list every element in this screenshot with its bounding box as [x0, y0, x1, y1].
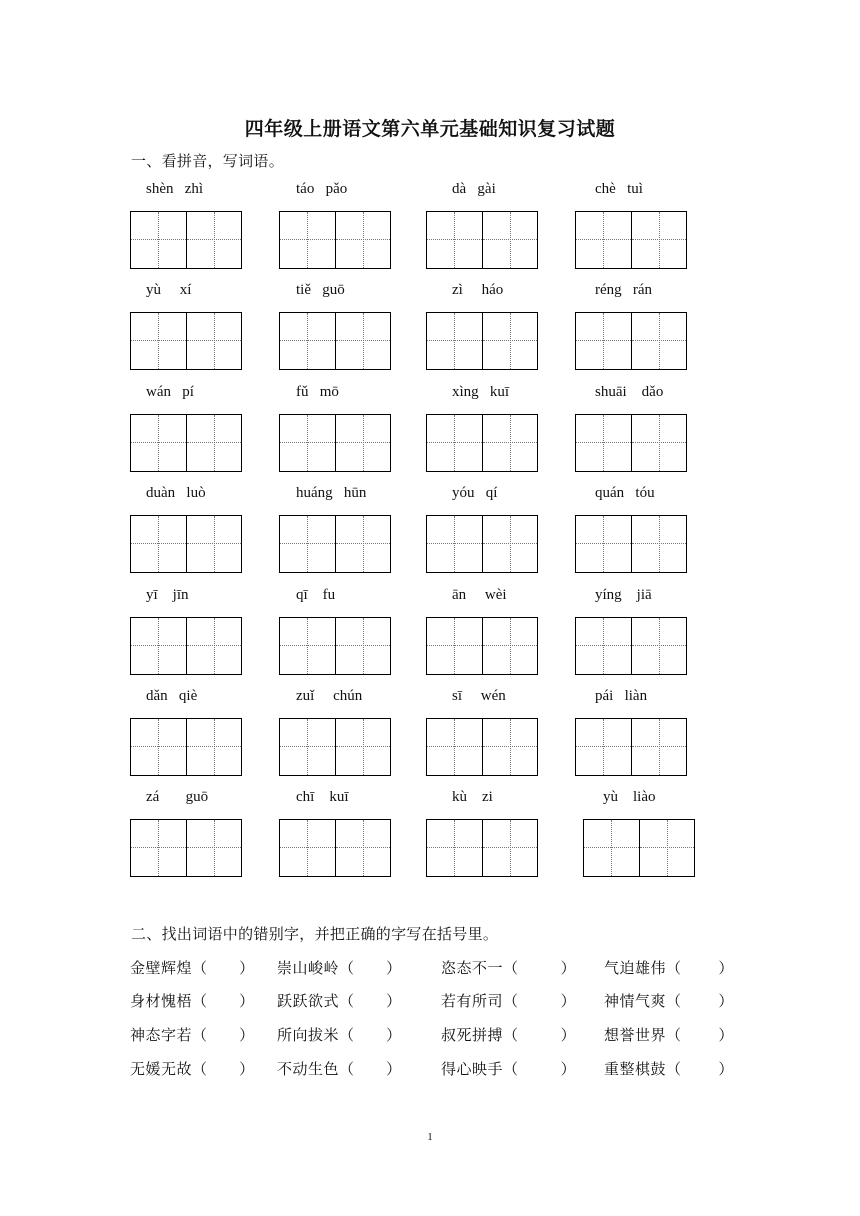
character-square[interactable] — [335, 516, 390, 572]
word-item — [130, 485, 242, 585]
typo-item[interactable]: 不动生色（ ） — [277, 1060, 402, 1078]
pinyin-label: wán pí — [146, 384, 194, 400]
writing-grid[interactable] — [575, 617, 687, 675]
pinyin-label: shèn zhì — [146, 181, 204, 197]
character-square[interactable] — [482, 313, 537, 369]
writing-grid[interactable] — [426, 414, 538, 472]
typo-item[interactable]: 无媛无故（ ） — [130, 1060, 255, 1078]
character-square[interactable] — [482, 516, 537, 572]
character-square[interactable] — [482, 618, 537, 674]
pinyin-label: ān wèi — [452, 587, 507, 603]
pinyin-label: chè tuì — [595, 181, 643, 197]
character-square[interactable] — [482, 719, 537, 775]
pinyin-label: sī wén — [452, 688, 506, 704]
character-square[interactable] — [576, 415, 631, 471]
character-square[interactable] — [427, 820, 482, 876]
word-item — [130, 384, 242, 484]
writing-grid[interactable] — [130, 819, 242, 877]
character-square[interactable] — [131, 212, 186, 268]
character-square[interactable] — [427, 313, 482, 369]
character-square[interactable] — [131, 313, 186, 369]
character-square[interactable] — [335, 719, 390, 775]
word-item — [130, 282, 242, 382]
writing-grid[interactable] — [130, 515, 242, 573]
word-item — [130, 688, 242, 788]
pinyin-label: shuāi dǎo — [595, 384, 664, 400]
character-square[interactable] — [186, 719, 241, 775]
character-square[interactable] — [482, 212, 537, 268]
typo-item[interactable]: 叔死拼搏（ ） — [441, 1026, 577, 1044]
writing-grid[interactable] — [279, 312, 391, 370]
typo-item[interactable]: 所向拔米（ ） — [277, 1026, 402, 1044]
writing-grid[interactable] — [279, 515, 391, 573]
character-square[interactable] — [631, 212, 686, 268]
writing-grid[interactable] — [279, 819, 391, 877]
typo-item[interactable]: 神情气爽（ ） — [604, 992, 734, 1010]
pinyin-row — [0, 789, 860, 889]
pinyin-label: zuǐ chún — [296, 688, 363, 704]
word-item — [575, 384, 687, 484]
character-square[interactable] — [131, 618, 186, 674]
pinyin-label: yù xí — [146, 282, 192, 298]
word-item — [279, 587, 391, 687]
word-item — [426, 688, 538, 788]
character-square[interactable] — [131, 516, 186, 572]
pinyin-label: qī fu — [296, 587, 336, 603]
writing-grid[interactable] — [426, 819, 538, 877]
pinyin-label: yī jīn — [146, 587, 189, 603]
typo-item[interactable]: 神态字若（ ） — [130, 1026, 255, 1044]
pinyin-label: zì háo — [452, 282, 504, 298]
pinyin-label: quán tóu — [595, 485, 655, 501]
word-item — [130, 789, 242, 889]
word-item — [279, 282, 391, 382]
word-item — [575, 688, 687, 788]
character-square[interactable] — [576, 618, 631, 674]
character-square[interactable] — [186, 313, 241, 369]
pinyin-label: yóu qí — [452, 485, 498, 501]
typo-item[interactable]: 得心映手（ ） — [441, 1060, 577, 1078]
pinyin-label: xìng kuī — [452, 384, 510, 400]
character-square[interactable] — [631, 415, 686, 471]
writing-grid[interactable] — [575, 515, 687, 573]
character-square[interactable] — [482, 415, 537, 471]
writing-grid[interactable] — [279, 718, 391, 776]
character-square[interactable] — [576, 313, 631, 369]
writing-grid[interactable] — [426, 617, 538, 675]
word-item — [426, 485, 538, 585]
character-square[interactable] — [186, 212, 241, 268]
word-item — [426, 384, 538, 484]
pinyin-label: dǎn qiè — [146, 688, 198, 704]
pinyin-row — [0, 384, 860, 484]
typo-item[interactable]: 若有所司（ ） — [441, 992, 577, 1010]
character-square[interactable] — [131, 415, 186, 471]
pinyin-row — [0, 485, 860, 585]
pinyin-label: réng rán — [595, 282, 653, 298]
section2-heading: 二、找出词语中的错别字，并把正确的字写在括号里。 — [131, 925, 499, 943]
pinyin-row — [0, 282, 860, 382]
pinyin-label: táo pǎo — [296, 181, 348, 197]
character-square[interactable] — [335, 618, 390, 674]
pinyin-label: duàn luò — [146, 485, 206, 501]
writing-grid[interactable] — [130, 718, 242, 776]
pinyin-label: kù zi — [452, 789, 493, 805]
writing-grid[interactable] — [426, 312, 538, 370]
pinyin-label: yíng jiā — [595, 587, 652, 603]
character-square[interactable] — [335, 415, 390, 471]
typo-item[interactable]: 想誉世界（ ） — [604, 1026, 734, 1044]
typo-item[interactable]: 金壁辉煌（ ） — [130, 959, 255, 977]
character-square[interactable] — [280, 313, 335, 369]
pinyin-row — [0, 181, 860, 281]
typo-item[interactable]: 重整棋鼓（ ） — [604, 1060, 734, 1078]
pinyin-label: chī kuī — [296, 789, 349, 805]
writing-grid[interactable] — [279, 211, 391, 269]
pinyin-label: huáng hūn — [296, 485, 367, 501]
writing-grid[interactable] — [130, 211, 242, 269]
word-item — [426, 789, 538, 889]
character-square[interactable] — [427, 618, 482, 674]
character-square[interactable] — [280, 820, 335, 876]
writing-grid[interactable] — [583, 819, 695, 877]
character-square[interactable] — [131, 820, 186, 876]
section1-heading: 一、看拼音，写词语。 — [131, 152, 285, 170]
typo-item[interactable]: 跃跃欲式（ ） — [277, 992, 402, 1010]
writing-grid[interactable] — [279, 414, 391, 472]
character-square[interactable] — [186, 516, 241, 572]
writing-grid[interactable] — [426, 718, 538, 776]
pinyin-row — [0, 587, 860, 687]
typo-item[interactable]: 恣态不一（ ） — [441, 959, 577, 977]
word-item — [575, 485, 687, 585]
character-square[interactable] — [131, 719, 186, 775]
pinyin-label: pái liàn — [595, 688, 648, 704]
pinyin-label: zá guō — [146, 789, 209, 805]
pinyin-label: yù liào — [603, 789, 656, 805]
character-square[interactable] — [335, 313, 390, 369]
character-square[interactable] — [427, 212, 482, 268]
word-item — [575, 181, 687, 281]
character-square[interactable] — [631, 618, 686, 674]
typo-item[interactable]: 身材愧梧（ ） — [130, 992, 255, 1010]
character-square[interactable] — [280, 415, 335, 471]
word-item — [279, 485, 391, 585]
word-item — [575, 282, 687, 382]
character-square[interactable] — [631, 516, 686, 572]
word-item — [426, 282, 538, 382]
word-item — [279, 181, 391, 281]
character-square[interactable] — [280, 618, 335, 674]
writing-grid[interactable] — [426, 515, 538, 573]
writing-grid[interactable] — [130, 617, 242, 675]
word-item — [426, 181, 538, 281]
writing-grid[interactable] — [130, 312, 242, 370]
character-square[interactable] — [427, 719, 482, 775]
character-square[interactable] — [576, 719, 631, 775]
character-square[interactable] — [186, 820, 241, 876]
character-square[interactable] — [427, 415, 482, 471]
pinyin-label: dà gài — [452, 181, 496, 197]
writing-grid[interactable] — [575, 414, 687, 472]
character-square[interactable] — [631, 719, 686, 775]
pinyin-row — [0, 688, 860, 788]
character-square[interactable] — [576, 516, 631, 572]
writing-grid[interactable] — [575, 211, 687, 269]
typo-item[interactable]: 气迫雄伟（ ） — [604, 959, 734, 977]
word-item — [130, 587, 242, 687]
word-item — [130, 181, 242, 281]
character-square[interactable] — [576, 212, 631, 268]
character-square[interactable] — [482, 820, 537, 876]
character-square[interactable] — [186, 618, 241, 674]
writing-grid[interactable] — [575, 718, 687, 776]
word-item — [279, 789, 391, 889]
character-square[interactable] — [280, 212, 335, 268]
word-item — [279, 384, 391, 484]
character-square[interactable] — [584, 820, 639, 876]
character-square[interactable] — [427, 516, 482, 572]
character-square[interactable] — [280, 719, 335, 775]
character-square[interactable] — [280, 516, 335, 572]
writing-grid[interactable] — [130, 414, 242, 472]
page-number: 1 — [427, 1131, 433, 1143]
word-item — [575, 587, 687, 687]
writing-grid[interactable] — [279, 617, 391, 675]
writing-grid[interactable] — [426, 211, 538, 269]
worksheet-title: 四年级上册语文第六单元基础知识复习试题 — [244, 118, 616, 140]
character-square[interactable] — [335, 820, 390, 876]
word-item — [583, 789, 695, 889]
character-square[interactable] — [335, 212, 390, 268]
pinyin-label: fǔ mō — [296, 384, 339, 400]
typo-item[interactable]: 崇山峻岭（ ） — [277, 959, 402, 977]
character-square[interactable] — [639, 820, 694, 876]
word-item — [426, 587, 538, 687]
word-item — [279, 688, 391, 788]
character-square[interactable] — [631, 313, 686, 369]
writing-grid[interactable] — [575, 312, 687, 370]
pinyin-label: tiě guō — [296, 282, 345, 298]
character-square[interactable] — [186, 415, 241, 471]
